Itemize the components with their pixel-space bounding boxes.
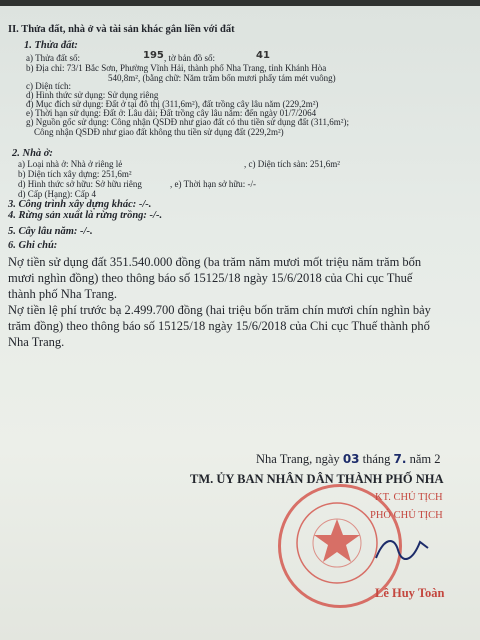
item-5: 5. Cây lâu năm: -/-. [8, 226, 93, 237]
authority-title: TM. ỦY BAN NHÂN DÂN THÀNH PHỐ NHA [190, 472, 444, 486]
section-ii-heading: II. Thửa đất, nhà ở và tài sản khác gắn liền với đất [8, 24, 235, 35]
item-3: 3. Công trình xây dựng khác: -/-. [8, 199, 152, 210]
land-plot-no-value: 195 [143, 50, 164, 61]
land-use-form: d) Hình thức sử dụng: Sử dụng riêng [26, 90, 159, 100]
land-use-term: e) Thời hạn sử dụng: Đất ở: Lâu dài; Đất trồng cây lâu năm: đến ngày 01/7/2064 [26, 108, 317, 118]
signer-title-1: KT. CHỦ TỊCH [375, 492, 443, 503]
notes-line-6: Nha Trang. [8, 335, 65, 349]
land-plot-no-label: a) Thửa đất số: [26, 53, 80, 63]
land-origin-cont1: Công nhận QSDĐ như giao đất không thu tiền sử dụng đất (229,2m²) [34, 127, 284, 137]
land-area-label: c) Diện tích: [26, 81, 71, 91]
land-map-no-label: , tờ bản đồ số: [164, 53, 216, 63]
house-heading: 2. Nhà ở: [12, 148, 53, 159]
signer-title-2: PHÓ CHỦ TỊCH [370, 510, 443, 521]
house-type: a) Loại nhà ở: Nhà ở riêng lẻ [18, 159, 123, 169]
notes-line-4: Nợ tiền lệ phí trước bạ 2.499.700 đồng (hai triệu bốn trăm chín mươi chín nghìn bảy [8, 303, 431, 317]
notes-line-1: Nợ tiền sử dụng đất 351.540.000 đồng (ba trăm năm mươi mốt triệu năm trăm bốn [8, 255, 422, 269]
notes-line-2: mươi nghìn đồng) theo thông báo số 15125/18 ngày 15/6/2018 của Chi cục Thuế [8, 271, 413, 285]
land-address: b) Địa chỉ: 73/1 Bắc Sơn, Phường Vĩnh Hải, thành phố Nha Trang, tỉnh Khánh Hòa [26, 63, 327, 73]
house-build-area: b) Diện tích xây dựng: 251,6m² [18, 169, 132, 179]
item-4: 4. Rừng sản xuất là rừng trồng: -/-. [8, 210, 163, 221]
house-ownership-term: , e) Thời hạn sở hữu: -/- [170, 179, 256, 189]
land-area-value: 540,8m², (bằng chữ: Năm trăm bốn mươi phẩy tám mét vuông) [108, 73, 336, 83]
notes-line-3: thành phố Nha Trang. [8, 287, 118, 301]
house-ownership: d) Hình thức sở hữu: Sở hữu riêng [18, 179, 142, 189]
date-line: Nha Trang, ngày 03 tháng 7. năm 2 [256, 452, 441, 466]
land-map-no-value: 41 [256, 50, 270, 61]
land-use-purpose: đ) Mục đích sử dụng: Đất ở tại đô thị (311,6m²), đất trồng cây lâu năm (229,2m²) [26, 99, 319, 109]
land-heading: 1. Thửa đất: [24, 40, 78, 51]
notes-heading: 6. Ghi chú: [8, 240, 58, 251]
handwritten-signature [372, 528, 432, 568]
house-grade: d) Cấp (Hạng): Cấp 4 [18, 189, 96, 199]
document-page [0, 6, 480, 640]
signer-name: Lê Huy Toàn [375, 586, 445, 600]
notes-line-5: trăm đồng) theo thông báo số 15125/18 ngày 15/6/2018 của Chi cục Thuế thành phố [8, 319, 430, 333]
land-origin: g) Nguồn gốc sử dụng: Công nhận QSDĐ như giao đất có thu tiền sử dụng đất (311,6m²); [26, 117, 349, 127]
house-floor-area: , c) Diện tích sàn: 251,6m² [244, 159, 340, 169]
